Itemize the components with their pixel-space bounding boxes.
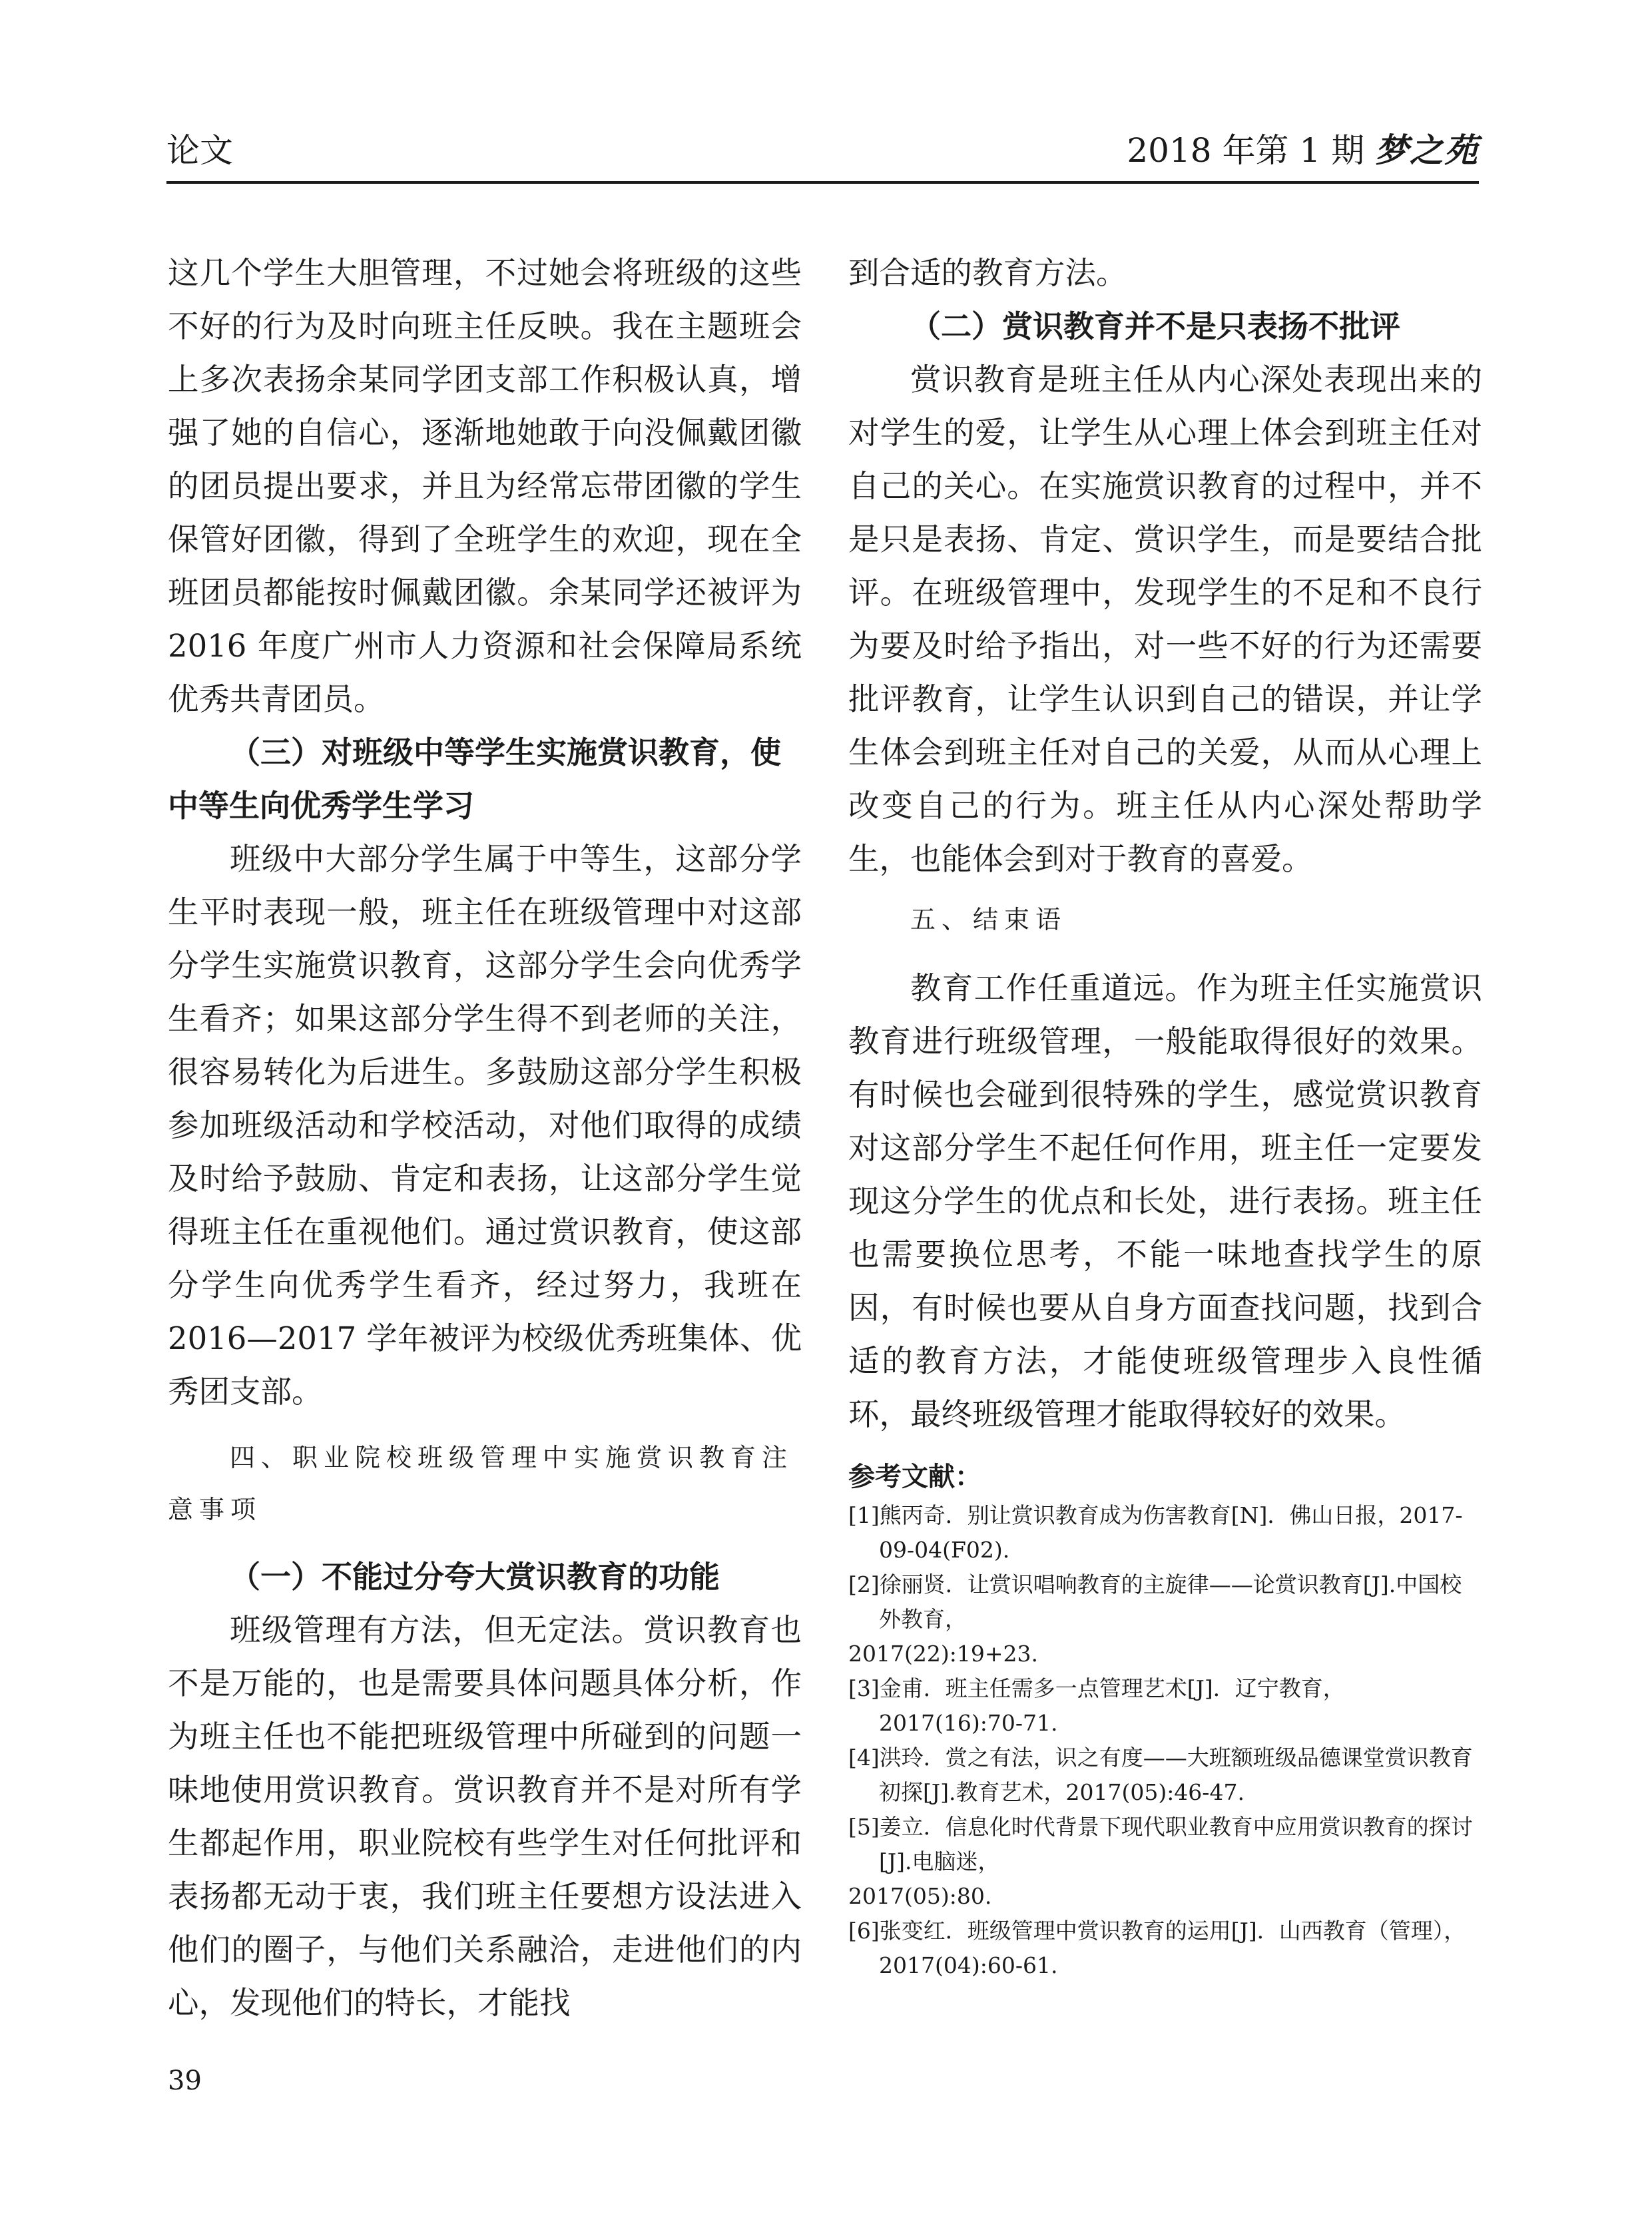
- journal-logo: 梦之苑: [1375, 131, 1479, 170]
- paragraph: 这几个学生大胆管理，不过她会将班级的这些不好的行为及时向班主任反映。我在主题班会上多次表扬余某同学团支部工作积极认真，增强了她的自信心，逐渐地她敢于向没佩戴团徽的团员提出要求，并且为经常忘带团徽的学生保管好团徽，得到了全班学生的欢迎，现在全班团员都能按时佩戴团徽。余某同学还被评为 2016 年度广州市人力资源和社会保障局系统优秀共青团员。: [168, 255, 802, 717]
- header-rule: [166, 181, 1479, 184]
- paragraph: 教育工作任重道远。作为班主任实施赏识教育进行班级管理，一般能取得很好的效果。有时候也会碰到很特殊的学生，感觉赏识教育对这部分学生不起任何作用，班主任一定要发现这分学生的优点和长处，进行表扬。班主任也需要换位思考，不能一味地查找学生的原因，有时候也要从自身方面查找问题，找到合适的教育方法，才能使班级管理步入良性循环，最终班级管理才能取得较好的效果。: [848, 970, 1482, 1432]
- reference-item: [3]金甫．班主任需多一点管理艺术[J]．辽宁教育，2017(16):70-71.: [848, 1675, 1345, 1736]
- reference-item: [6]张变红．班级管理中赏识教育的运用[J]．山西教育（管理），2017(04):60-61.: [848, 1918, 1466, 1978]
- reference-item: [5]姜立．信息化时代背景下现代职业教育中应用赏识教育的探讨[J].电脑迷，: [848, 1814, 1473, 1874]
- reference-item-continued: 2017(05):80.: [848, 1883, 992, 1909]
- subheading-two: （二）赏识教育并不是只表扬不批评: [910, 308, 1400, 344]
- subheading-one: （一）不能过分夸大赏识教育的功能: [230, 1559, 720, 1595]
- references: [848, 1456, 1482, 1983]
- paragraph: 班级中大部分学生属于中等生，这部分学生平时表现一般，班主任在班级管理中对这部分学生实施赏识教育，这部分学生会向优秀学生看齐；如果这部分学生得不到老师的关注，很容易转化为后进生。多鼓励这部分学生积极参加班级活动和学校活动，对他们取得的成绩及时给予鼓励、肯定和表扬，让这部分学生觉得班主任在重视他们。通过赏识教育，使这部分学生向优秀学生看齐，经过努力，我班在 2016—2017 学年被评为校级优秀班集体、优秀团支部。: [168, 841, 802, 1410]
- references-title: 参考文献：: [848, 1462, 981, 1492]
- issue-label: 2018 年第 1 期: [1127, 131, 1365, 170]
- header-issue: [1127, 131, 1479, 170]
- page-number: 39: [168, 2066, 202, 2096]
- reference-item: [4]洪玲．赏之有法，识之有度——大班额班级品德课堂赏识教育初探[J].教育艺术，2017(05):46-47.: [848, 1745, 1473, 1805]
- section-heading-four: 四、职业院校班级管理中实施赏识教育注意事项: [168, 1443, 794, 1524]
- paragraph: 班级管理有方法，但无定法。赏识教育也不是万能的，也是需要具体问题具体分析，作为班主任也不能把班级管理中所碰到的问题一味地使用赏识教育。赏识教育并不是对所有学生都起作用，职业院校有些学生对任何批评和表扬都无动于衷，我们班主任要想方设法进入他们的圈子，与他们关系融洽，走进他们的内心，发现他们的特长，才能找: [168, 1612, 802, 2021]
- header-section-label: 论文: [166, 131, 233, 170]
- reference-item: [1]熊丙奇．别让赏识教育成为伤害教育[N]．佛山日报，2017-09-04(F02).: [848, 1502, 1463, 1563]
- reference-item: [2]徐丽贤．让赏识唱响教育的主旋律——论赏识教育[J].中国校外教育，: [848, 1571, 1462, 1632]
- paragraph: 到合适的教育方法。: [848, 255, 1127, 291]
- left-column: [168, 246, 802, 2030]
- right-column: [848, 246, 1482, 1983]
- paragraph: 赏识教育是班主任从内心深处表现出来的对学生的爱，让学生从心理上体会到班主任对自己的关心。在实施赏识教育的过程中，并不是只是表扬、肯定、赏识学生，而是要结合批评。在班级管理中，发现学生的不足和不良行为要及时给予指出，对一些不好的行为还需要批评教育，让学生认识到自己的错误，并让学生体会到班主任对自己的关爱，从而从心理上改变自己的行为。班主任从内心深处帮助学生，也能体会到对于教育的喜爱。: [848, 362, 1482, 877]
- section-heading-five: 五、结束语: [910, 905, 1067, 934]
- subheading-three: （三）对班级中等学生实施赏识教育，使中等生向优秀学生学习: [168, 734, 781, 824]
- reference-item-continued: 2017(22):19+23.: [848, 1641, 1038, 1667]
